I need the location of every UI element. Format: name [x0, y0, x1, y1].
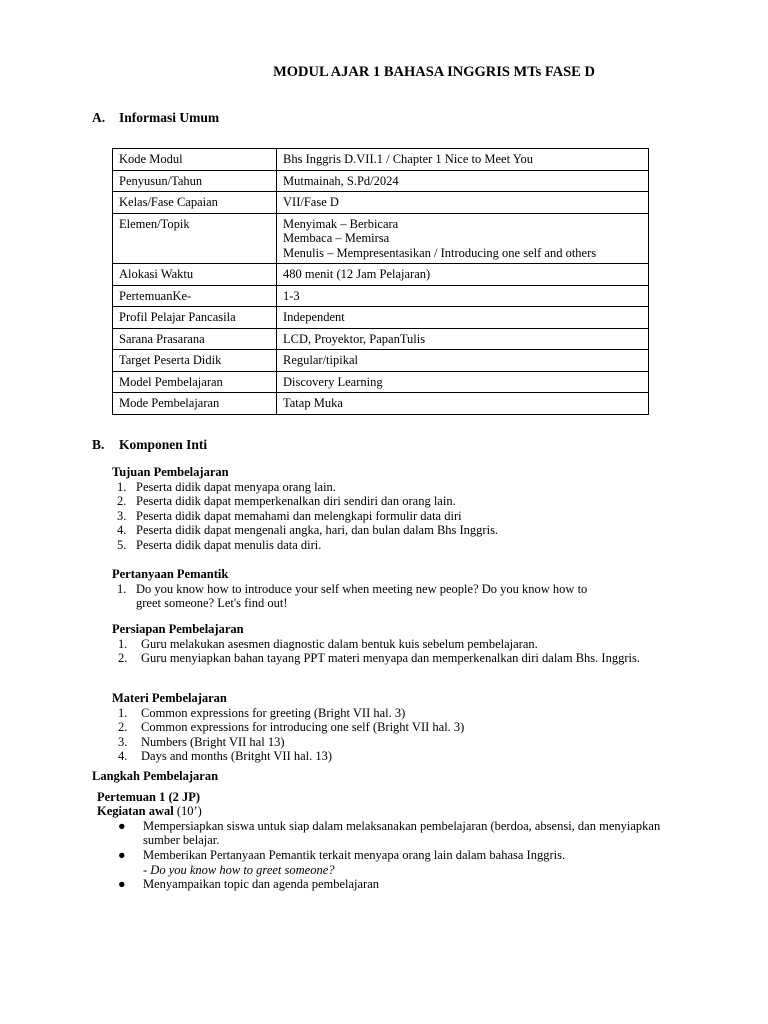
info-value-line: Independent [283, 310, 345, 324]
list-number: 1. [118, 705, 128, 720]
info-value [277, 170, 649, 192]
info-key: Penyusun/Tahun [113, 170, 277, 192]
info-value-line: Menulis – Mempresentasikan / Introducing one self and others [283, 245, 597, 260]
materi-block [112, 691, 672, 764]
list-text: Peserta didik dapat menulis data diri. [136, 537, 322, 552]
kegiatan-label: Kegiatan awal [97, 804, 174, 819]
bullet-icon: ● [118, 877, 126, 892]
info-value-line: 480 menit (12 Jam Pelajaran) [283, 267, 431, 281]
kegiatan-list [92, 819, 667, 892]
info-value [277, 371, 649, 393]
info-value [277, 213, 649, 264]
kegiatan-text: Menyampaikan topic dan agenda pembelajaran [143, 877, 380, 892]
info-row [113, 328, 649, 350]
kegiatan-text: Memberikan Pertanyaan Pemantik terkait menyapa orang lain dalam bahasa Inggris. [143, 847, 566, 862]
info-row [113, 307, 649, 329]
info-value [277, 192, 649, 214]
section-b-heading [92, 437, 207, 453]
list-text: Peserta didik dapat memahami dan melengkapi formulir data diri [136, 508, 462, 523]
info-key: Target Peserta Didik [113, 350, 277, 372]
info-key: Model Pembelajaran [113, 371, 277, 393]
list-text: Common expressions for greeting (Bright VII hal. 3) [141, 705, 406, 720]
pemantik-list [112, 582, 592, 611]
list-item [112, 637, 652, 652]
info-row [113, 393, 649, 415]
info-value [277, 307, 649, 329]
info-value [277, 350, 649, 372]
list-item [112, 706, 672, 721]
list-item [112, 651, 652, 666]
info-row [113, 264, 649, 286]
langkah-block [92, 769, 672, 892]
list-item [112, 720, 672, 735]
kegiatan-heading [92, 804, 672, 819]
info-value [277, 328, 649, 350]
info-row [113, 170, 649, 192]
info-row [113, 192, 649, 214]
list-text: Peserta didik dapat memperkenalkan diri sendiri dan orang lain. [136, 494, 456, 509]
info-key: PertemuanKe- [113, 285, 277, 307]
kegiatan-subtext: - Do you know how to greet someone? [143, 862, 335, 877]
section-a-heading [92, 110, 219, 126]
info-key: Kode Modul [113, 149, 277, 171]
persiapan-heading: Persiapan Pembelajaran [112, 622, 244, 636]
langkah-heading: Langkah Pembelajaran [92, 769, 219, 783]
persiapan-block [112, 622, 672, 666]
bullet-icon: ● [118, 847, 126, 862]
list-number: 1. [118, 636, 128, 651]
tujuan-heading: Tujuan Pembelajaran [112, 465, 229, 479]
info-row [113, 285, 649, 307]
info-row [113, 149, 649, 171]
list-number: 1. [117, 479, 127, 494]
info-key: Kelas/Fase Capaian [113, 192, 277, 214]
info-value-line: Regular/tipikal [283, 353, 358, 367]
list-text: Common expressions for introducing one self (Bright VII hal. 3) [141, 720, 465, 735]
list-number: 5. [117, 537, 127, 552]
info-value-line: LCD, Proyektor, PapanTulis [283, 331, 426, 346]
info-value-line: Tatap Muka [283, 396, 343, 410]
materi-heading: Materi Pembelajaran [112, 691, 227, 705]
pertemuan-heading: Pertemuan 1 (2 JP) [97, 789, 201, 804]
list-text: Do you know how to introduce your self when meeting new people? Do you know how to greet someone? Let's find out! [136, 581, 588, 611]
info-key: Alokasi Waktu [113, 264, 277, 286]
list-number: 2. [117, 494, 127, 509]
info-value-line: Mutmainah, S.Pd/2024 [283, 173, 399, 188]
info-value-line: 1-3 [283, 288, 300, 303]
section-b-letter: B. [92, 437, 105, 452]
list-item [112, 735, 672, 750]
list-number: 2. [118, 720, 128, 735]
list-text: Days and months (Britght VII hal. 13) [141, 749, 333, 764]
info-value-line: Membaca – Memirsa [283, 231, 390, 245]
info-key: Profil Pelajar Pancasila [113, 307, 277, 329]
tujuan-list [112, 480, 672, 553]
kegiatan-time: (10’) [176, 804, 202, 819]
kegiatan-item [92, 819, 667, 848]
list-item [112, 582, 592, 611]
list-number: 3. [117, 508, 127, 523]
list-item [112, 480, 672, 495]
info-row [113, 350, 649, 372]
info-value [277, 264, 649, 286]
info-row [113, 371, 649, 393]
list-text: Peserta didik dapat menyapa orang lain. [136, 479, 336, 494]
info-key: Mode Pembelajaran [113, 393, 277, 415]
list-number: 2. [118, 651, 128, 666]
list-number: 4. [118, 749, 128, 764]
list-text: Guru menyiapkan bahan tayang PPT materi menyapa dan memperkenalkan diri dalam Bhs. Inggris. [141, 651, 640, 666]
tujuan-block [112, 465, 672, 553]
info-value [277, 149, 649, 171]
list-item [112, 523, 672, 538]
info-value-line: Bhs Inggris D.VII.1 / Chapter 1 Nice to Meet You [283, 152, 533, 166]
list-item [112, 494, 672, 509]
kegiatan-item [92, 877, 667, 892]
pemantik-heading: Pertanyaan Pemantik [112, 567, 229, 581]
materi-list [112, 706, 672, 764]
section-a-letter: A. [92, 110, 106, 125]
bullet-icon: ● [118, 818, 126, 833]
info-key: Elemen/Topik [113, 213, 277, 264]
info-row [113, 213, 649, 264]
info-key: Sarana Prasarana [113, 328, 277, 350]
kegiatan-item [92, 848, 667, 877]
info-value-line: Menyimak – Berbicara [283, 216, 399, 231]
list-number: 4. [117, 523, 127, 538]
list-item [112, 749, 672, 764]
list-item [112, 538, 672, 553]
list-number: 1. [117, 581, 127, 596]
document-title: MODUL AJAR 1 BAHASA INGGRIS MTs FASE D [273, 64, 595, 80]
info-value [277, 393, 649, 415]
section-b-title: Komponen Inti [119, 437, 208, 452]
list-item [112, 509, 672, 524]
section-a-title: Informasi Umum [119, 110, 220, 125]
list-text: Numbers (Bright VII hal 13) [141, 734, 285, 749]
pemantik-block [112, 567, 672, 611]
list-text: Guru melakukan asesmen diagnostic dalam bentuk kuis sebelum pembelajaran. [141, 636, 538, 651]
info-value-line: Discovery Learning [283, 374, 383, 389]
list-text: Peserta didik dapat mengenali angka, hari, dan bulan dalam Bhs Inggris. [136, 523, 499, 538]
info-value [277, 285, 649, 307]
kegiatan-text: Mempersiapkan siswa untuk siap dalam melaksanakan pembelajaran (berdoa, absensi, dan menyiapkan sumber belajar. [143, 818, 661, 848]
persiapan-list [112, 637, 652, 666]
info-value-line: VII/Fase D [283, 195, 339, 209]
info-table [112, 148, 649, 415]
list-number: 3. [118, 734, 128, 749]
